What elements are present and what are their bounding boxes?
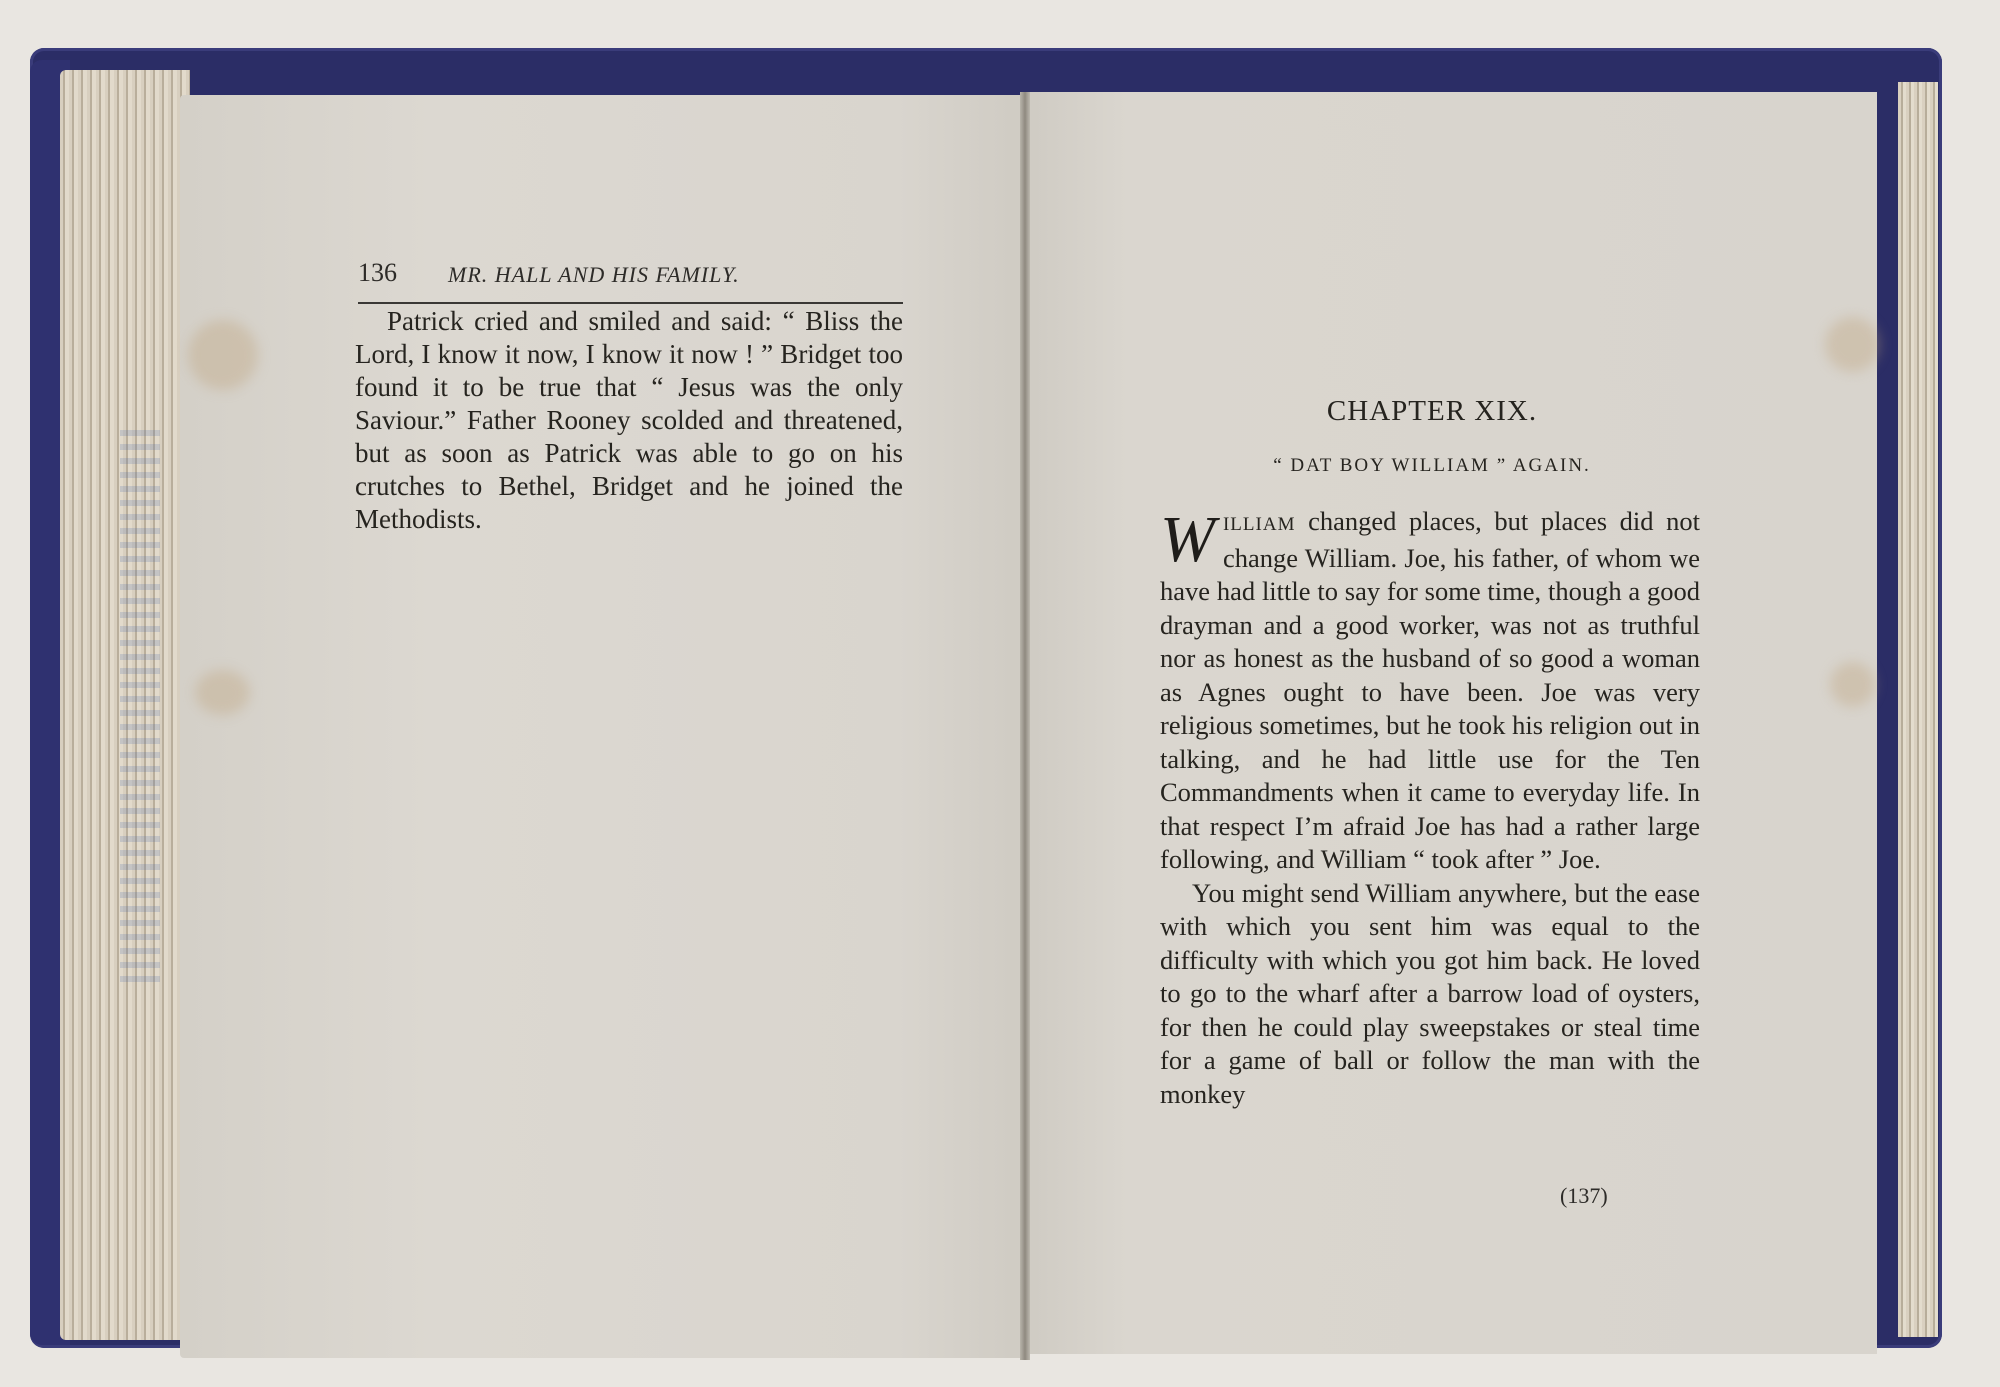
- page-edges-right: [1898, 82, 1938, 1337]
- page-number-right: (137): [1560, 1183, 1608, 1208]
- left-page-text: [355, 305, 903, 536]
- running-title: MR. HALL AND HIS FAMILY.: [448, 262, 740, 287]
- book-gutter: [1020, 92, 1030, 1360]
- right-page-text: [1160, 505, 1700, 1111]
- opening-small-caps: ILLIAM: [1222, 514, 1296, 535]
- left-paragraph: Patrick cried and smiled and said: “ Bliss the Lord, I know it now, I know it now ! ” Bridget too found it to be true that “ Jesus was the only Saviour.” Father Rooney scolded and threatened, but as soon as Patrick was able to go on his crutches to Bethel, Bridget and he joined the Methodists.: [355, 306, 903, 534]
- page-number-left: 136: [358, 258, 397, 287]
- chapter-subtitle: “ DAT BOY WILLIAM ” AGAIN.: [1273, 455, 1591, 476]
- right-paragraph-1: [1160, 505, 1700, 877]
- running-head: [358, 258, 903, 304]
- library-stamp-bleed: [120, 430, 160, 990]
- right-paragraph-2: You might send William anywhere, but the ease with which you sent him was equal to the difficulty with which you got him back. He loved to go to the wharf after a barrow load of oysters, for then he could play sweepstakes or steal time for a game of ball or follow the man with the monkey: [1160, 877, 1700, 1109]
- chapter-title: CHAPTER XIX.: [1326, 395, 1538, 427]
- drop-cap: W: [1160, 503, 1215, 576]
- paragraph-1-body: changed places, but places did not change William. Joe, his father, of whom we have had little to say for some time, though a good drayman and a good worker, was not as truthful nor as honest as the husband of so good a woman as Agnes ought to have been. Joe was very religious sometimes, but he took his religion out in talking, and he had little use for the Ten Commandments when it came to everyday life. In that respect I’m afraid Joe has had a rather large following, and William “ took after ” Joe.: [1160, 506, 1700, 874]
